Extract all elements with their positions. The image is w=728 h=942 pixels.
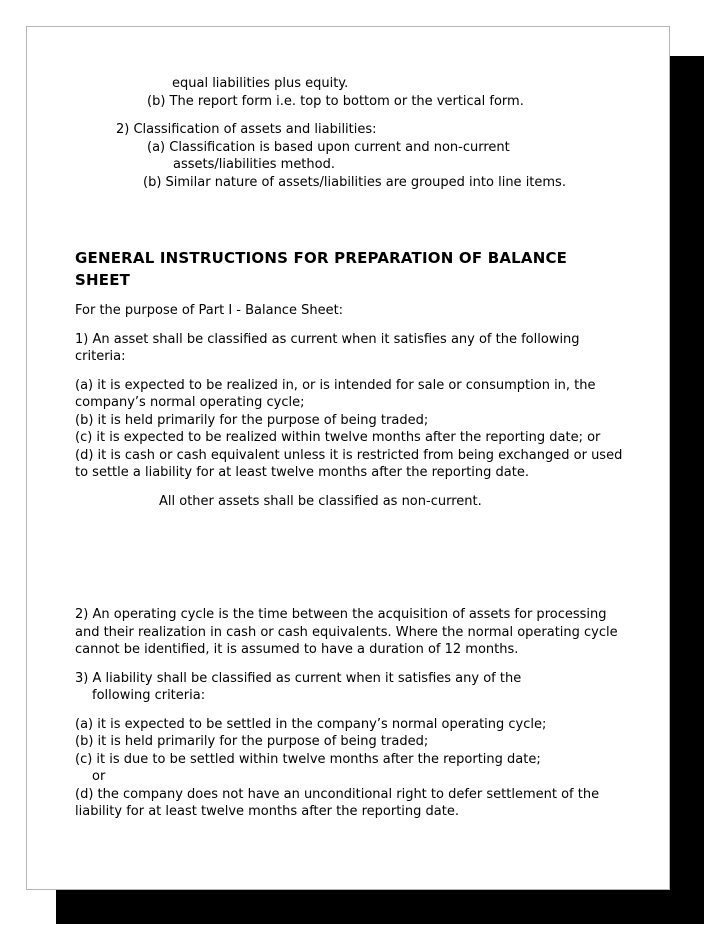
section-heading: SHEET: [75, 271, 131, 289]
document-page: [26, 26, 670, 890]
section-heading: GENERAL INSTRUCTIONS FOR PREPARATION OF BALANCE: [75, 249, 568, 267]
criteria-line: (c) it is expected to be realized within twelve months after the reporting date; or: [75, 430, 601, 445]
paragraph-line: and their realization in cash or cash equivalents. Where the normal operating cycle: [75, 624, 618, 640]
paragraph-line: 3) A liability shall be classified as current when it satisfies any of the: [75, 670, 522, 686]
text-line: equal liabilities plus equity.: [172, 76, 349, 91]
list-item-heading: 2) Classification of assets and liabilities:: [116, 122, 377, 137]
paragraph-line: 1) An asset shall be classified as current when it satisfies any of the following: [75, 331, 580, 347]
criteria-line: (c) it is due to be settled within twelve months after the reporting date;: [75, 751, 541, 767]
criteria-line: company’s normal operating cycle;: [75, 395, 305, 410]
paragraph-line: following criteria:: [92, 688, 206, 703]
criteria-line: (b) it is held primarily for the purpose of being traded;: [75, 734, 429, 749]
criteria-line: (d) the company does not have an unconditional right to defer settlement of the: [75, 786, 600, 802]
text-line: assets/liabilities method.: [173, 157, 335, 172]
criteria-line: to settle a liability for at least twelve months after the reporting date.: [75, 465, 529, 480]
paragraph-line: 2) An operating cycle is the time between the acquisition of assets for processing: [75, 607, 607, 622]
criteria-line: (d) it is cash or cash equivalent unless it is restricted from being exchanged or used: [75, 447, 623, 463]
criteria-line: or: [92, 769, 106, 784]
paragraph-line: cannot be identified, it is assumed to have a duration of 12 months.: [75, 642, 519, 657]
paragraph-line: criteria:: [75, 349, 126, 364]
intro-text: For the purpose of Part I - Balance Sheet:: [75, 303, 344, 318]
criteria-line: (b) it is held primarily for the purpose of being traded;: [75, 412, 429, 428]
text-line: (b) Similar nature of assets/liabilities are grouped into line items.: [143, 174, 566, 190]
text-line: (b) The report form i.e. top to bottom or the vertical form.: [147, 93, 524, 109]
note-line: All other assets shall be classified as non-current.: [159, 493, 482, 509]
page-content: [75, 75, 645, 821]
criteria-line: (a) it is expected to be realized in, or is intended for sale or consumption in, the: [75, 377, 596, 393]
criteria-line: liability for at least twelve months after the reporting date.: [75, 804, 459, 819]
criteria-line: (a) it is expected to be settled in the company’s normal operating cycle;: [75, 716, 547, 732]
text-line: (a) Classification is based upon current and non-current: [147, 139, 510, 155]
